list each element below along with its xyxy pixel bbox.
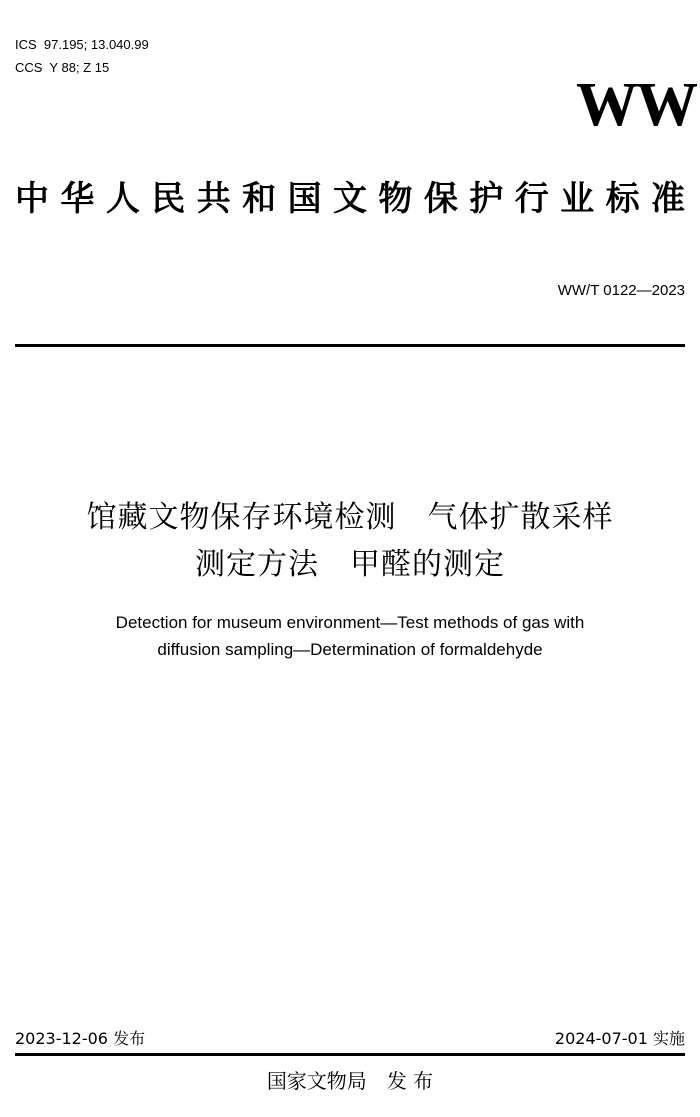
- issue-date: 2023-12-06 发布: [15, 1029, 146, 1048]
- ics-code: ICS 97.195; 13.040.99: [15, 37, 149, 52]
- ww-logo: WW: [576, 71, 696, 139]
- standard-number: WW/T 0122—2023: [557, 282, 685, 299]
- top-divider: [15, 344, 685, 347]
- ccs-code: CCS Y 88; Z 15: [15, 60, 110, 75]
- chinese-title-line-2: 测定方法 甲醛的测定: [195, 547, 505, 582]
- english-title-line-1: Detection for museum environment—Test methods of gas with: [115, 613, 585, 632]
- bottom-divider: [15, 1053, 685, 1056]
- publisher: 国家文物局 发 布: [266, 1069, 434, 1093]
- standard-category-title: 中华人民共和国文物保护行业标准: [15, 179, 685, 219]
- english-title-line-2: diffusion sampling—Determination of formaldehyde: [157, 640, 543, 659]
- implementation-date: 2024-07-01 实施: [554, 1029, 685, 1048]
- chinese-title-line-1: 馆藏文物保存环境检测 气体扩散采样: [86, 500, 614, 535]
